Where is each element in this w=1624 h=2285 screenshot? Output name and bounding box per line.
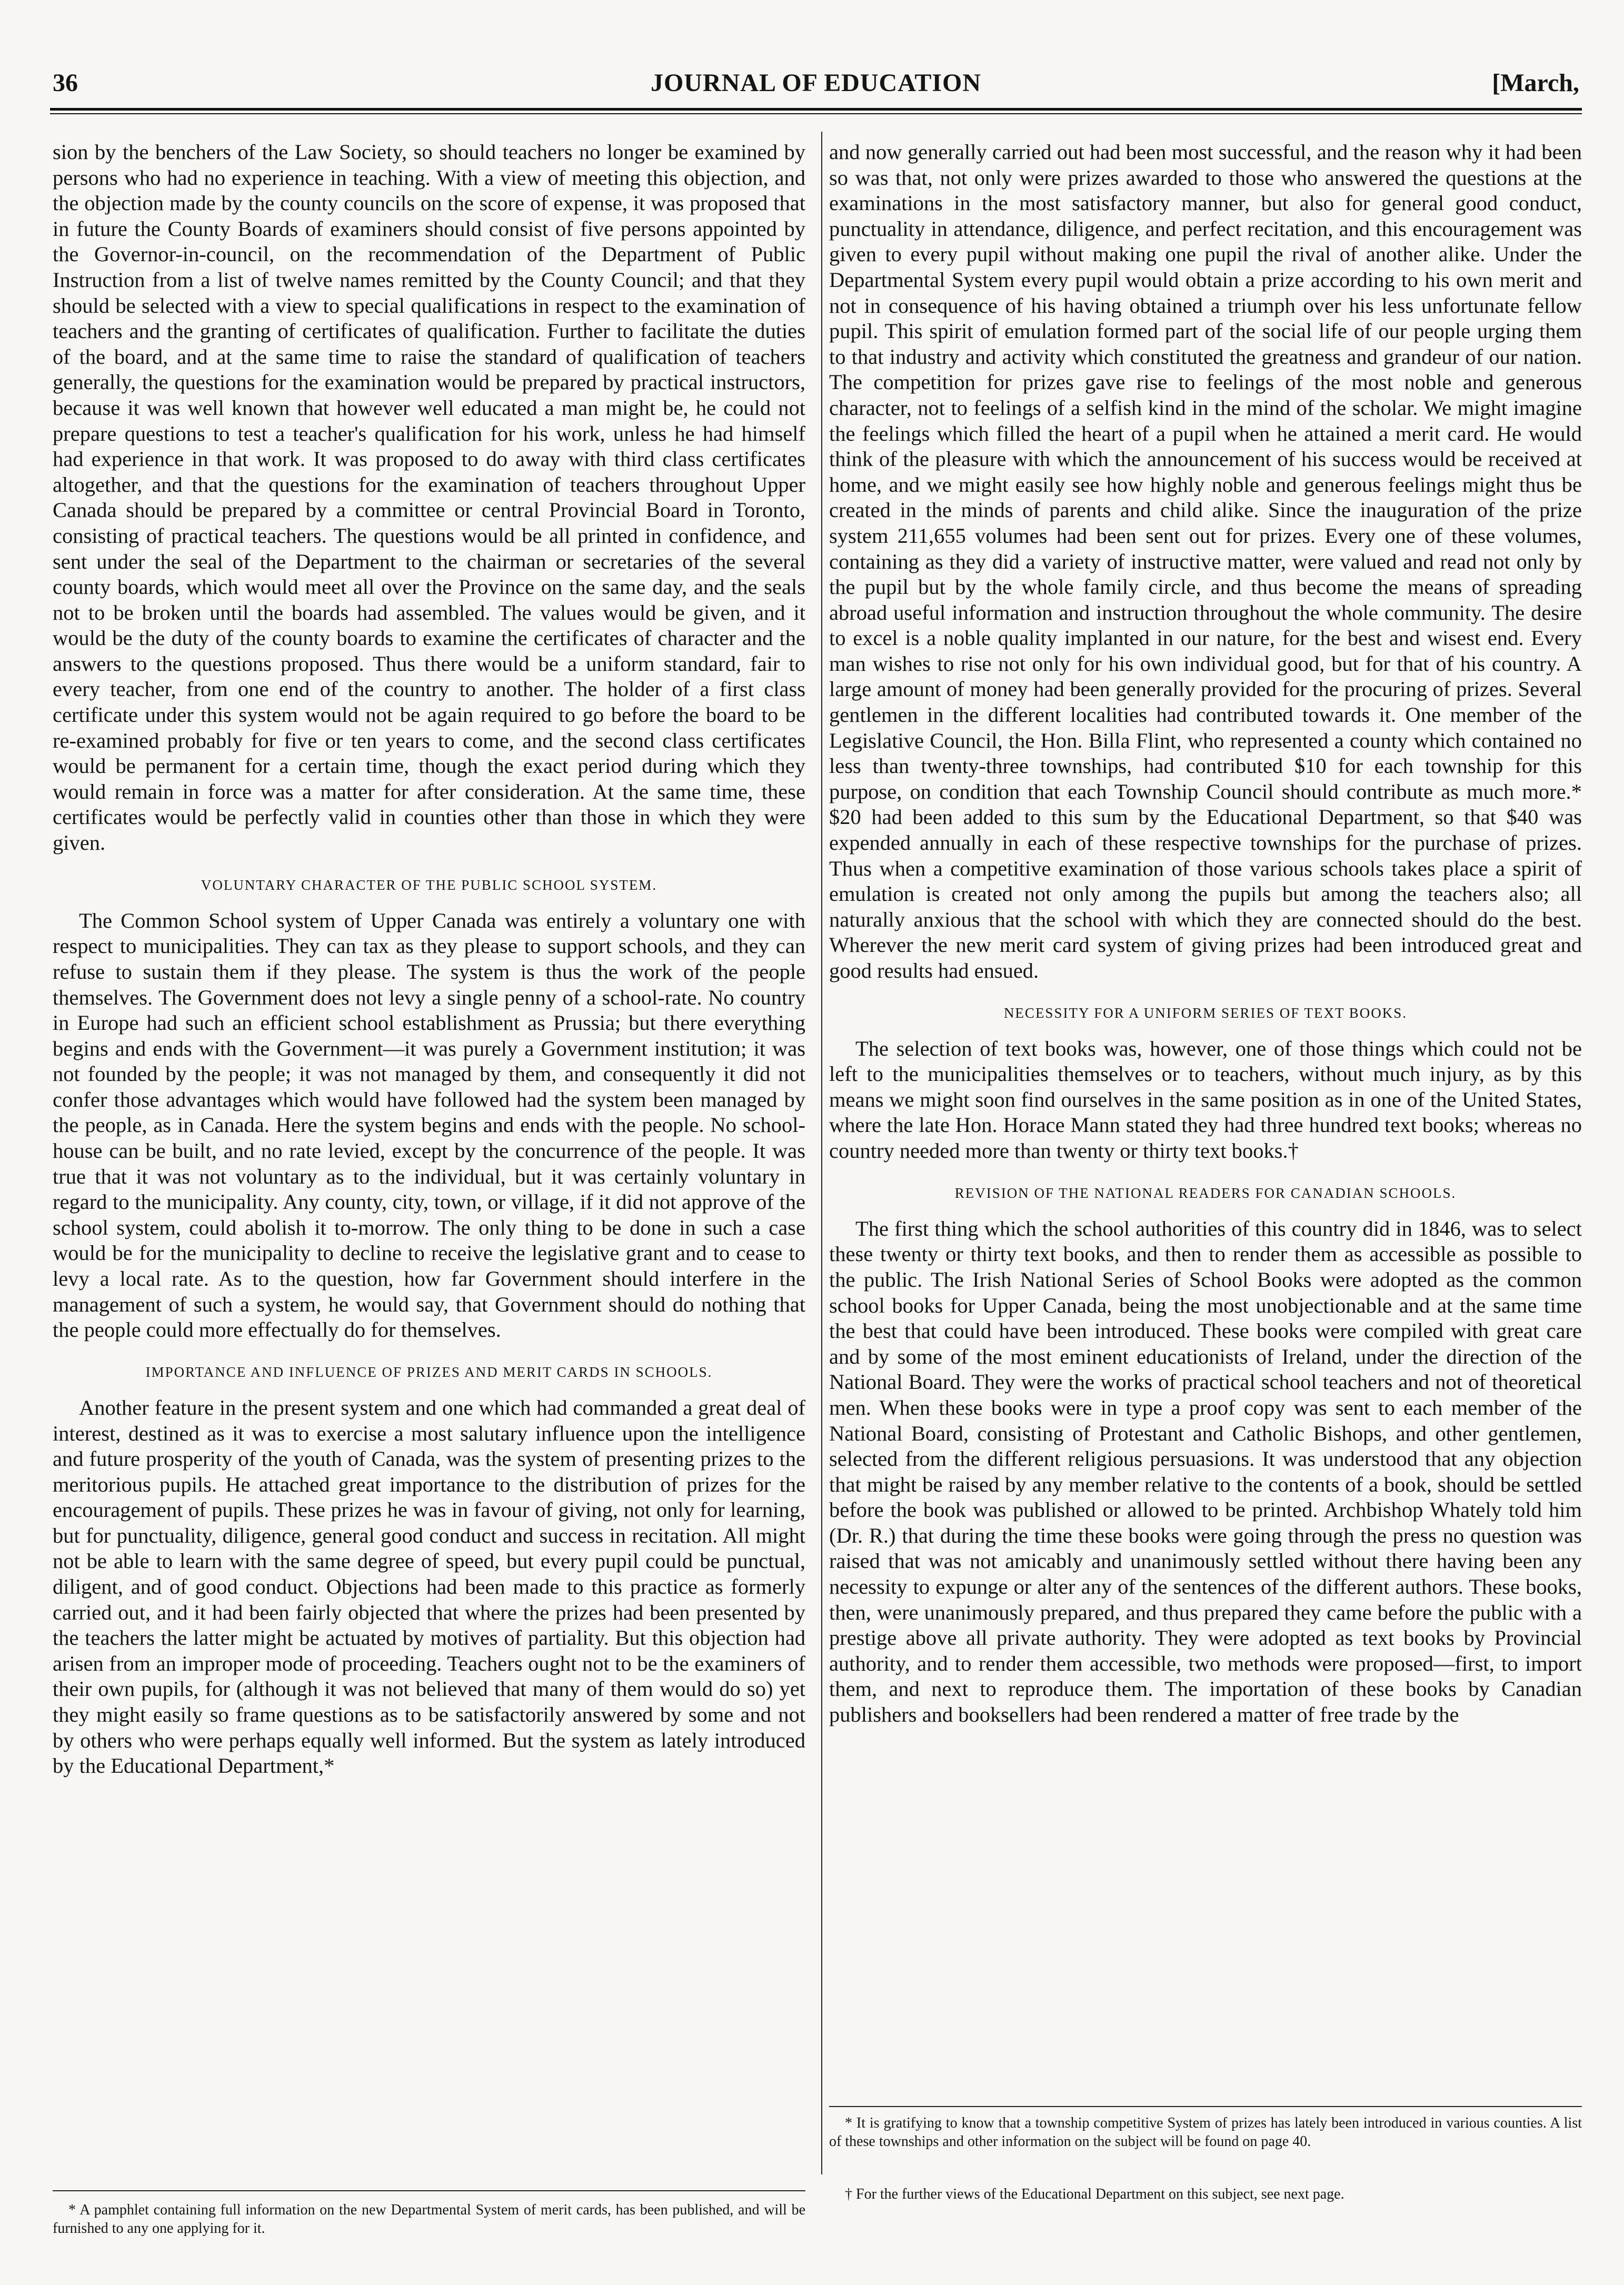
left-heading-1: VOLUNTARY CHARACTER OF THE PUBLIC SCHOOL SYSTEM.	[201, 877, 657, 893]
left-column	[53, 140, 805, 1779]
right-footnote-1: * It is gratifying to know that a township competitive System of prizes has lately been introduced in various counties. A list of these townships and other information on the subject will be found on page 40.	[829, 2115, 1582, 2150]
header-rule-thick	[50, 108, 1582, 111]
right-footnote-2: † For the further views of the Educational Department on this subject, see next page.	[845, 2186, 1344, 2202]
right-heading-1: NECESSITY FOR A UNIFORM SERIES OF TEXT BOOKS.	[1003, 1005, 1408, 1021]
running-title: JOURNAL OF EDUCATION	[650, 69, 982, 97]
right-heading-2: REVISION OF THE NATIONAL READERS FOR CANADIAN SCHOOLS.	[954, 1185, 1457, 1201]
page-number: 36	[53, 69, 78, 97]
left-paragraph-3: Another feature in the present system and one which had commanded a great deal of interest, destined as it was to exercise a most salutary influence upon the intelligence and future prosperity of the youth of Canada, was the system of presenting prizes to the meritorious pupils. He attached great importance to the distribution of prizes for the encouragement of pupils. These prizes he was in favour of giving, not only for learning, but for punctuality, diligence, general good conduct and success in recitation. All might not be able to learn with the same degree of speed, but every pupil could be punctual, diligent, and of good conduct. Objections had been made to this practice as formerly carried out, and it had been fairly objected that where the prizes had been presented by the teachers the latter might be actuated by motives of partiality. But this objection had arisen from an improper mode of proceeding. Teachers ought not to be the examiners of their own pupils, for (although it was not believed that many of them would do so) yet they might easily so frame questions as to be satisfactorily answered by some and not by others who were perhaps equally well informed. But the system as lately introduced by the Educational Department,*	[53, 1395, 805, 1778]
running-section: [March,	[1492, 69, 1579, 97]
left-paragraph-1: sion by the benchers of the Law Society, so should teachers no longer be examined by persons who had no experience in teaching. With a view of meeting this objection, and the objection made by the county councils on the score of expense, it was proposed that in future the County Boards of examiners should consist of five persons appointed by the Governor-in-council, on the recommendation of the Department of Public Instruction from a list of twelve names remitted by the County Council; and that they should be selected with a view to special qualifications in respect to the examination of teachers and the granting of certificates of qualification. Further to facilitate the duties of the board, and at the same time to raise the standard of qualification of teachers generally, the questions for the examination would be prepared by practical instructors, because it was well known that however well educated a man might be, he could not prepare questions to test a teacher's qualification for his work, unless he had himself had experience in that work. It was proposed to do away with third class certificates altogether, and that the questions for the examination of teachers throughout Upper Canada should be prepared by a committee or central Provincial Board in Toronto, consisting of practical teachers. The questions would be all printed in confidence, and sent under the seal of the Department to the chairman or secretaries of the several county boards, which would meet all over the Province on the same day, and the seals not to be broken until the boards had assembled. The values would be given, and it would be the duty of the county boards to examine the certificates of character and the answers to the questions proposed. Thus there would be a uniform standard, fair to every teacher, from one end of the country to another. The holder of a first class certificate under this system would not be again required to go before the board to be re-examined probably for five or ten years to come, and the second class certificates would be permanent for a certain time, though the exact period during which they would remain in force was a matter for after consideration. At the same time, these certificates would be perfectly valid in counties other than those in which they were given.	[53, 140, 805, 855]
header-rule-thin	[50, 113, 1582, 114]
column-divider	[821, 132, 822, 2174]
right-paragraph-3: The first thing which the school authorities of this country did in 1846, was to select these twenty or thirty text books, and then to render them as accessible as possible to the public. The Irish National Series of School Books were adopted as the common school books for Upper Canada, being the most unobjectionable and at the same time the best that could have been introduced. These books were compiled with great care and by some of the most eminent educationists of Ireland, under the direction of the National Board. They were the works of practical school teachers and not of theoretical men. When these books were in type a proof copy was sent to each member of the National Board, consisting of Protestant and Catholic Bishops, and other gentlemen, selected from the different religious persuasions. It was understood that any objection that might be raised by any member relative to the contents of a book, should be settled before the book was published or allowed to be printed. Archbishop Whately told him (Dr. R.) that during the time these books were going through the press no question was raised that was not amicably and unanimously settled without there having been any necessity to expunge or alter any of the sentences of the different authors. These books, then, were unanimously prepared, and thus prepared they came before the public with a prestige above all private authority. They were adopted as text books by Provincial authority, and to render them accessible, two methods were proposed—first, to import them, and next to reproduce them. The importation of these books by Canadian publishers and booksellers had been rendered a matter of free trade by the	[829, 1216, 1582, 1727]
left-heading-2: IMPORTANCE AND INFLUENCE OF PRIZES AND MERIT CARDS IN SCHOOLS.	[145, 1364, 713, 1380]
left-footnote: * A pamphlet containing full information on the new Departmental System of merit cards, has been published, and will be furnished to any one applying for it.	[53, 2202, 805, 2237]
left-footnote-rule	[53, 2190, 805, 2191]
page-header	[53, 68, 1579, 100]
left-paragraph-2: The Common School system of Upper Canada was entirely a voluntary one with respect to municipalities. They can tax as they please to support schools, and they can refuse to sustain them if they please. The system is thus the work of the people themselves. The Government does not levy a single penny of a school-rate. No country in Europe had such an efficient school establishment as Prussia; but there everything begins and ends with the Government—it was purely a Government institution; it was not founded by the people; it was not managed by them, and consequently it did not confer those advantages which would have followed had the system been managed by the people, as in Canada. Here the system begins and ends with the people. No school-house can be built, and no rate levied, except by the concurrence of the people. It was true that it was not voluntary as to the individual, but it was certainly voluntary in regard to the municipality. Any county, city, town, or village, if it did not approve of the school system, could abolish it to-morrow. The only thing to be done in such a case would be for the municipality to decline to receive the legislative grant and to cease to levy a local rate. As to the question, how far Government should interfere in the management of such a system, he would say, that Government should do nothing that the people could more effectually do for themselves.	[53, 908, 805, 1342]
right-footnote-rule	[829, 2106, 1582, 2107]
right-paragraph-1: and now generally carried out had been most successful, and the reason why it had been so was that, not only were prizes awarded to those who answered the questions at the examinations in the most satisfactory manner, but also for general good conduct, punctuality in attendance, diligence, and perfect recitation, and this encouragement was given to every pupil without making one pupil the rival of another alike. Under the Departmental System every pupil would obtain a prize according to his own merit and not in consequence of his having obtained a triumph over his less unfortunate fellow pupil. This spirit of emulation formed part of the social life of our people urging them to that industry and activity which constituted the greatness and grandeur of our nation. The competition for prizes gave rise to feelings of the most noble and generous character, not to feelings of a selfish kind in the mind of the scholar. We might imagine the feelings which filled the heart of a pupil when he attained a merit card. He would think of the pleasure with which the announcement of his success would be received at home, and we might easily see how highly noble and generous feelings might thus be created in the minds of parents and child alike. Since the inauguration of the prize system 211,655 volumes had been sent out for prizes. Every one of these volumes, containing as they did a variety of instructive matter, were valued and read not only by the pupil but by the whole family circle, and thus become the means of spreading abroad useful information and instruction throughout the whole community. The desire to excel is a noble quality implanted in our nature, for the best and wisest end. Every man wishes to rise not only for his own individual good, but for that of his country. A large amount of money had been generally provided for the procuring of prizes. Several gentlemen in the different localities had contributed towards it. One member of the Legislative Council, the Hon. Billa Flint, who represented a county which contained no less than twenty-three townships, had contributed $10 for each township for this purpose, on condition that each Township Council should contribute as much more.* $20 had been added to this sum by the Educational Department, so that $40 was expended annually in each of these respective townships for the purchase of prizes. Thus when a competitive examination of those various schools takes place a spirit of emulation is created not only among the pupils but among the teachers also; all naturally anxious that the school with which they are connected should do the best. Wherever the new merit card system of giving prizes had been introduced great and good results had ensued.	[829, 140, 1582, 982]
right-paragraph-2: The selection of text books was, however, one of those things which could not be left to the municipalities themselves or to teachers, without much injury, as by this means we might soon find ourselves in the same position as in one of the United States, where the late Hon. Horace Mann stated they had three hundred text books; whereas no country needed more than twenty or thirty text books.†	[829, 1036, 1582, 1163]
right-column	[829, 140, 1582, 1728]
